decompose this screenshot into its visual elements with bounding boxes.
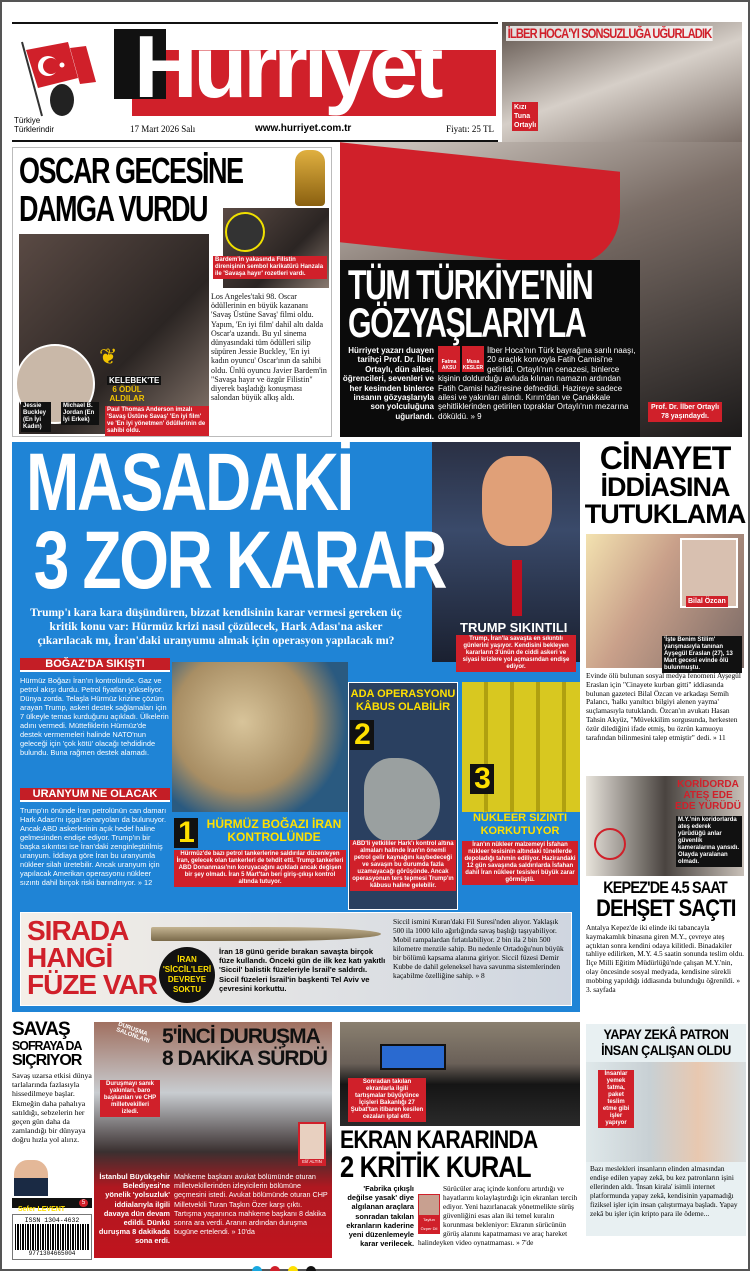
masthead bbox=[12, 17, 498, 142]
side2-title: URANYUM NE OLACAK bbox=[20, 788, 170, 802]
headline-line: SIÇRIYOR bbox=[12, 1052, 82, 1069]
side2-body: Trump'ın önünde İran petrolünün can damarı Hark Adası'nı işgal senaryoları da bulunuyor. Ancak ABD askerlerinin açık hedef haline gelmesinden endişe ediyor. Trump'ın bir başka sıkıntısı ise İran'daki zenginleştirilmiş uranyum. İddiaya göre İran bu uranyumla nükleer silah üretebilir. Ancak uranyum için yapılacak Amerikan operasyonu nükleer sızıntı dahil birçok riski barındırıyor. » 12 bbox=[20, 806, 167, 887]
kelebek-line: KELEBEK'TE bbox=[109, 376, 160, 385]
headline-line: TÜM TÜRKİYE'NİN bbox=[348, 261, 593, 308]
barcode-bars bbox=[15, 1224, 89, 1250]
kelebek-label bbox=[107, 376, 161, 403]
headline-line: MASADAKİ bbox=[26, 437, 352, 528]
headline-line: SOFRAYA DA bbox=[12, 1038, 82, 1053]
gulf-map bbox=[172, 662, 348, 812]
reporter-photo bbox=[418, 1194, 440, 1234]
reporter-name: Elif ALTIN bbox=[300, 1159, 324, 1164]
cinayet-body: Evinde ölü bulunan sosyal medya fenomeni Ayşegül Eraslan için "Cinayete kurban gitti" iddiasında bulunan gazeteci Bilal Özcan ve arkadaşı Semih Palancı, 'halkı yanıltıcı bilgiyi alenen yayma' suçlamasıyla tutuklandı. Özcan'ın avukatı Hasan Tahsin Akyüz, "Müvekkilim sorgusunda, herkesten özür dilediğini ifade etmiş, bu özrün kamuoyu tarafından bilinmesini talep etmiştir" dedi. » 11 bbox=[586, 671, 741, 742]
main-headline bbox=[26, 437, 563, 606]
ilber-banner: İLBER HOCA'YI SONSUZLUĞA UĞURLADIK bbox=[507, 26, 712, 41]
reporter: Musa KESLER bbox=[462, 346, 484, 372]
ilber-body: İlber Hoca'nın Türk bayrağına sarılı naaşı, 20 araçlık konvoyla Fatih Camisi'ne getirildi. Ortaylı'nın cenazesi, binlerce kişinin doldurduğu avluda kılınan namazın ardından Fatih Camisi hazìresine defnedildi. Hazireye sadece ailesi ve yakınları alındı. Kırım'dan ve Çanakkale şehitliklerinden getirilen topraklar Ortaylı'nın mezarına döküldü. » 9 bbox=[438, 346, 636, 421]
headline-line: SIRADA bbox=[27, 915, 129, 946]
barcode-number: 9771304665004 bbox=[28, 1250, 76, 1257]
kepez-photo-title: KORİDORDA ATEŞ EDE EDE YÜRÜDÜ bbox=[675, 779, 741, 812]
headline-line: 5'İNCİ DURUŞMA bbox=[162, 1025, 320, 1048]
ilber-top-photo bbox=[502, 22, 742, 142]
ai-body: Bazı meslekleri insanların elinden almasından endişe edilen yapay zekâ, bu kez patronların işini ellerinden aldı. 'İnsan kirala' isimli internet platformunda yapay zekâ, kendisinin yapamadığı fiziksel işler için insan çalıştırmaya başladı. Yapay zekâ bu işler için kripto para ile ödeme... bbox=[590, 1164, 738, 1218]
missile-image bbox=[151, 927, 381, 941]
website[interactable]: www.hurriyet.com.tr bbox=[255, 123, 352, 134]
ai-headline bbox=[586, 1024, 746, 1058]
headline-line: OSCAR GECESİNE bbox=[19, 150, 243, 191]
issue-date: 17 Mart 2026 Salı bbox=[130, 124, 196, 134]
page-badge: 5 bbox=[79, 1199, 88, 1207]
headline-line: GÖZYAŞLARIYLA bbox=[348, 299, 586, 346]
headline-line: 3 ZOR KARAR bbox=[33, 515, 446, 606]
headline-line: 2 KRİTİK KURAL bbox=[340, 1151, 531, 1184]
cyan-mark bbox=[252, 1266, 262, 1271]
durusma-lead: İstanbul Büyükşehir Belediyesi'ne yönelik 'yolsuzluk' iddialarıyla ilgili davaya dün devam edildi. Dünkü duruşma 8 dakikada sona erdi. bbox=[98, 1172, 170, 1246]
headline-line: KEPEZ'DE 4.5 SAAT bbox=[603, 878, 727, 897]
item-3 bbox=[462, 764, 578, 885]
savas-headline bbox=[12, 1020, 92, 1069]
pin-badge bbox=[225, 212, 265, 252]
butterfly-icon: ❦ bbox=[99, 344, 118, 369]
bardem-caption: Bardem'in yakasında Filistin direnişinin sembol karikatürü Hanzala ile 'Savaşa hayır' rozetleri vardı. bbox=[213, 256, 327, 279]
reporter-photo bbox=[298, 1122, 326, 1166]
cinayet-headline bbox=[584, 442, 746, 528]
ilber-headline bbox=[348, 261, 687, 346]
reporter: Fatma AKSU bbox=[438, 346, 460, 372]
ekran-headline bbox=[340, 1126, 582, 1182]
trump-title: TRUMP SIKINTILI bbox=[460, 620, 568, 635]
headline-line: SAVAŞ bbox=[12, 1019, 70, 1040]
ekran-body: Sürücüler araç içinde konforu artırdığı ve hayatlarını kolaylaştırdığı için ekranları tercih ediyor. Yeni hazırlanacak yönetmelikte sürüş güvenliğini esas alan iki temel kuralın korunması bekleniyor: Ekranın sürücünün görüş alanını kapatmaması ve araç hareket halindeyken video oynatmaması. » 7'de bbox=[418, 1184, 578, 1247]
item-text: Hürmüz'de bazı petrol tankerlerine saldırılar düzenleyen İran, gelecek olan tankerleri de tehdit etti. Trump tankerleri ABD Donanması'nın koruyacağını açıkladı ancak değişen bir şey olmadı. İran 5 Mart'tan beri giriş-çıkışı kontrol altında tutuyor. bbox=[174, 850, 346, 887]
item-text: ABD'li yetkililer Hark'ı kontrol altına almaları halinde İran'ın önemli petrol gelir kaynağını kaybedeceği ve savaşın bu durumda fazla uzamayacağı görüşünde. Ancak operasyonun ters tepmesi Trump'ın kâbusu haline gelebilir. bbox=[350, 840, 456, 891]
inset-caption: Bilal Özcan bbox=[688, 598, 726, 605]
ekran-body-wrap bbox=[418, 1184, 582, 1247]
item-title: ADA OPERASYONU KÂBUS OLABİLİR bbox=[350, 688, 456, 713]
kelebek-line: 6 ÖDÜL ALDILAR bbox=[109, 385, 145, 403]
ai-story bbox=[586, 1024, 746, 1236]
ekran-story bbox=[340, 1022, 582, 1268]
trump-caption: Trump, İran'la savaşta en sıkıntılı günlerini yaşıyor. Kendisini bekleyen kararların 3'ünün de ciddi askeri ve siyasi krizlere yol açmasından endişe ediyor. bbox=[456, 635, 576, 672]
oscar-body: Los Angeles'taki 98. Oscar ödüllerinin en büyük kazananı 'Savaş Üstüne Savaş' filmi oldu. Yapım, 'En iyi film' dahil altı dalda Oscar'a uzandı. Bu yıl sinema dünyasındaki tüm ödülleri silip süpüren Jessie Buckley, 'En iyi kadın oyuncu' Oscar'ının da sahibi oldu. Ünlü oyuncu Javier Bardem'in "Savaşa hayır ve özgür Filistin" diyerek başladığı konuşması salondan büyük alkış aldı. bbox=[211, 292, 327, 403]
item-number: 1 bbox=[174, 818, 198, 848]
headline-line: DEHŞET SAÇTI bbox=[596, 895, 736, 922]
headline-line: 8 DAKİKA SÜRDÜ bbox=[162, 1047, 327, 1070]
kepez-story bbox=[584, 776, 746, 1014]
savas-body: Savaş uzarsa etkisi dünya tarlalarında fazlasıyla hissedilmeye başlar. Ekmeğin daha pahalıya satıldığı, sebzelerin her geçen gün daha da zamlandığı bir dünyaya doğru hızla yol alırız. bbox=[12, 1071, 92, 1145]
item-number: 3 bbox=[470, 764, 494, 794]
missile-box bbox=[20, 912, 572, 1006]
author-name: Sefer LEVENT bbox=[18, 1206, 66, 1213]
missile-body: Siccil ismini Kuran'daki Fil Suresi'nden alıyor. Yaklaşık 500 ila 1000 kilo ağırlığında savaş başlığı taşıyabiliyor. Mobil rampalardan fırlatılabiliyor. 2 bin ila 2 bin 500 kilometre menzile sahip. Bu nedenle Ortadoğu'nun büyük bir bölümü kapsama alanına giriyor. Siccil füzesi Demir Kubbe de dahil geleneksel hava savunma sistemlerinden kaçabilme özelliğine sahip. » 8 bbox=[393, 917, 564, 980]
headline-line: TUTUKLAMA bbox=[584, 499, 746, 529]
missile-headline bbox=[27, 917, 157, 998]
headline-line: İDDİASINA bbox=[600, 472, 730, 502]
photo-caption: 'İşte Benim Stilim' yarışmasıyla tanınan Ayşegül Eraslan (27), 13 Mart gecesi evinde ölü bulunmuştu. bbox=[662, 636, 742, 673]
black-mark bbox=[306, 1266, 316, 1271]
missile-lead: İran 18 günü geride bırakan savaşta birçok füze kullandı. Önceki gün de ilk kez katı yakıtlı 'Siccil' balistik füzeleriyle İsrail'e saldırdı. Siccil füzeleri İsrail'in başkenti Tel Aviv ve çevresini korkuttu. bbox=[219, 947, 386, 993]
ilber-lead: Hürriyet yazarı duayen tarihçi Prof. Dr. İlber Ortaylı, dün ailesi, öğrencileri, sevenleri ve her kesimden binlerce insanın gözyaşlarıyla son yolculuğuna uğurlandı. bbox=[342, 346, 434, 421]
kepez-photo-caption: M.Y.'nin koridorlarda ateş ederek yürüdüğü anlar güvenlik kameralarına yansıdı. Olayda yaralanan olmadı. bbox=[676, 816, 742, 867]
durusma-story bbox=[94, 1022, 332, 1258]
winner-caption: Jessie Buckley (En İyi Kadın) bbox=[21, 402, 51, 432]
courthouse-sign: DURUŞMA SALONLARI bbox=[115, 1021, 151, 1045]
item-number: 2 bbox=[350, 720, 374, 750]
headline-line: DAMGA VURDU bbox=[19, 188, 207, 229]
magenta-mark bbox=[270, 1266, 280, 1271]
kepez-body: Antalya Kepez'de iki elinde iki tabancayla kaymakamlık binasına giren M.Y., çevreye ateş açtıktan sonra kendini odaya kilitledi. Binadakiler tahliye edilirken, M.Y. 4.5 saatin sonunda teslim oldu. İlçe Milli Eğitim Müdürlüğü'nde çalışan M.Y.'nin, olay öncesinde sosyal medyada, kendisine sürekli mobbing yapıldığı iddiasında bulunduğu öğrenildi. » 3. sayfada bbox=[586, 923, 744, 994]
item-title: HÜRMÜZ BOĞAZI İRAN KONTROLÜNDE bbox=[206, 817, 342, 844]
headline-line: EKRAN KARARINDA bbox=[340, 1126, 538, 1154]
pta-caption: Paul Thomas Anderson imzalı 'Savaş Üstüne Savaş' 'En iyi film' ve 'En iyi yönetmen' ödüllerinin de sahibi oldu. bbox=[105, 406, 209, 436]
side1-title: BOĞAZ'DA SIKIŞTI bbox=[20, 658, 170, 672]
slogan: Türkiye Türklerindir bbox=[14, 116, 55, 134]
yellow-mark bbox=[288, 1266, 298, 1271]
item-title: NÜKLEER SIZINTI KORKUTUYOR bbox=[472, 812, 568, 837]
gun-circle bbox=[594, 828, 626, 860]
headline-line: YAPAY ZEKÂ PATRON bbox=[603, 1026, 729, 1042]
kepez-headline bbox=[584, 878, 746, 921]
durusma-body: Mahkeme başkanı avukat bölümünde oturan milletvekillerinden izleyicilerin bölümüne geçmesini istedi. Avukat bölümünde oturan CHP Milletvekili Turan Taşkın Özer karşı çıktı. Tartışma yaşanınca mahkeme başkanı 8 dakika sonra ara verdi. Aranın ardından duruşma bugüne ertelendi. » 10'da bbox=[174, 1172, 328, 1237]
dash-screen bbox=[380, 1044, 446, 1070]
headline-line: CİNAYET bbox=[599, 440, 731, 476]
reporter-name: Tayfun Özper Dil bbox=[420, 1217, 438, 1231]
headline-line: HANGİ bbox=[27, 942, 113, 973]
photo-caption: Prof. Dr. İlber Ortaylı 78 yaşındaydı. bbox=[648, 402, 722, 422]
headline-line: FÜZE VAR bbox=[27, 969, 157, 1000]
main-deck: Trump'ı kara kara düşündüren, bizzat kendisinin karar vermesi gereken üç kritik konu var: Hürmüz krizi nasıl çözülecek, Hark Adası'na asker çıkarılacak mı, İran'daki uranyumu almak için operasyon yapılacak mı? bbox=[30, 607, 402, 647]
ilber-body-wrap bbox=[438, 346, 636, 421]
flag-coffin bbox=[340, 142, 620, 271]
oscar-story bbox=[12, 147, 332, 437]
ekran-caption: Sonradan takılan ekranlarla ilgili tartışmalar büyüyünce İçişleri Bakanlığı 27 Şubat'tan itibaren kesilen cezaları iptal etti. bbox=[348, 1078, 426, 1122]
durusma-caption: Duruşmayı sanık yakınları, baro başkanları ve CHP milletvekilleri izledi. bbox=[100, 1080, 160, 1117]
issn: ISSN 1304-4632 bbox=[24, 1217, 80, 1224]
logo-text: Hürriyet bbox=[134, 17, 440, 116]
author-photo bbox=[14, 1160, 48, 1196]
barcode bbox=[12, 1214, 92, 1260]
ai-caption: İnsanlar yemek tatma, paket teslim etme gibi işler yapıyor bbox=[598, 1070, 634, 1128]
flag-logo bbox=[18, 38, 98, 98]
ilber-story bbox=[340, 142, 742, 437]
missile-badge: İRAN 'SİCCİL'LERİ DEVREYE SOKTU bbox=[159, 947, 215, 1003]
item-2 bbox=[350, 688, 456, 891]
price: Fiyatı: 25 TL bbox=[446, 124, 494, 134]
durusma-headline bbox=[162, 1026, 327, 1070]
ekran-lead: 'Fabrika çıkışlı değilse yasak' diye algılanan araçlara sonradan takılan ekranların kaderine yeni düzenlemeyle karar verilecek. bbox=[346, 1184, 414, 1249]
author-bar bbox=[12, 1198, 92, 1213]
headline-line: İNSAN ÇALIŞAN OLDU bbox=[601, 1042, 731, 1058]
winner-caption: Michael B. Jordan (En İyi Erkek) bbox=[61, 402, 99, 425]
item-text: İran'ın nükleer malzemeyi İsfahan nükleer tesisinin altındaki tünellerde depoladığı tahmin ediliyor. Hazirandaki 12 gün savaşında saldırılarda İsfahan dahil İran nükleer tesisleri büyük zarar görmüştü. bbox=[462, 841, 578, 885]
savas-column bbox=[12, 1020, 92, 1260]
cinayet-story bbox=[584, 442, 746, 774]
color-registration-marks bbox=[252, 1266, 316, 1271]
item-1 bbox=[174, 818, 346, 887]
daughter-caption: Kızı Tuna Ortaylı bbox=[514, 104, 537, 129]
main-story bbox=[12, 437, 580, 1012]
side1-body: Hürmüz Boğazı İran'ın kontrolünde. Gaz ve petrol akışı durdu. Petrol fiyatları yükseliyor. Dünya zorda. Telaşla Hürmüz krizine çözüm arayan Trump, askeri destek sağlamaları için 7 ülkeyle temas kurduğunu açıkladı. Ülkelerin adını vermedi. Müttefiklerin Hürmüz'de destek vermemeleri halinde NATO'nun geleceği için 'çok kötü' olacağı tehdidinde bulundu. Buna rağmen destek alamadı. bbox=[20, 676, 169, 757]
